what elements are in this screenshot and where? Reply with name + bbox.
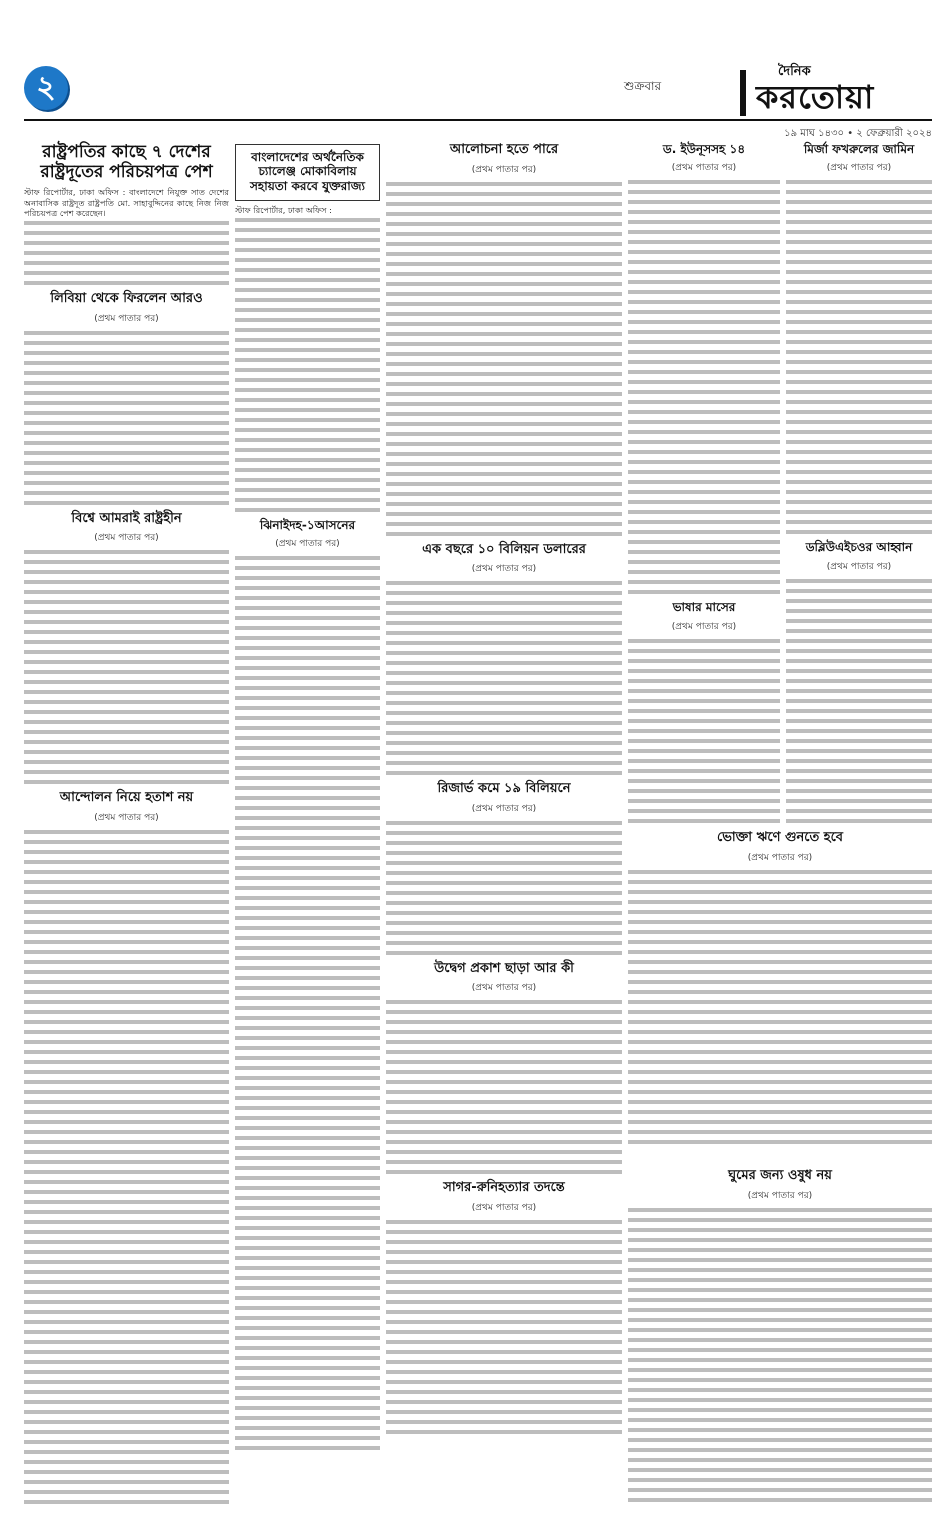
sub-17: (প্রথম পাতার পর) — [747, 1190, 813, 1201]
box-5 — [235, 144, 380, 201]
headline-2: লিবিয়া থেকে ফিরলেন আরও — [50, 291, 203, 307]
body-6 — [235, 554, 380, 1454]
headline-5: বাংলাদেশের অর্থনৈতিক চ্যালেঞ্জ মোকাবিলায় সহায়তা করবে যুক্তরাজ্য — [250, 150, 365, 193]
body-2 — [24, 329, 229, 509]
headline-14: মির্জা ফখরুলের জামিন — [803, 142, 915, 156]
column-2 — [235, 140, 380, 1510]
sub-8: (প্রথম পাতার পর) — [471, 564, 537, 575]
dateline: ১৯ মাঘ ১৪৩০ • ২ ফেব্রুয়ারী ২০২৪ — [784, 128, 932, 139]
body-14 — [786, 178, 932, 538]
byline-5: স্টাফ রিপোর্টার, ঢাকা অফিস : — [235, 205, 332, 216]
body-8 — [386, 579, 622, 779]
newspaper-logo — [692, 64, 932, 116]
headline-12: ড. ইউনূসসহ ১৪ — [662, 142, 746, 156]
headline-8: এক বছরে ১০ বিলিয়ন ডলারের — [422, 541, 586, 557]
body-7 — [386, 180, 622, 540]
body-4 — [24, 828, 229, 1510]
body-17 — [628, 1206, 932, 1506]
page-number: ২ — [24, 66, 68, 110]
masthead-rule — [24, 119, 932, 121]
sub-3: (প্রথম পাতার পর) — [94, 533, 159, 544]
body-9 — [386, 819, 622, 959]
body-15 — [786, 577, 932, 837]
sub-6: (প্রথম পাতার পর) — [275, 539, 340, 550]
headline-13: ভাষার মাসের — [672, 600, 736, 615]
logo-small: দৈনিক — [778, 64, 811, 79]
sub-13: (প্রথম পাতার পর) — [671, 621, 737, 632]
headline-11: সাগর-রুনিহত্যার তদন্তে — [443, 1180, 565, 1196]
sub-10: (প্রথম পাতার পর) — [471, 983, 537, 994]
sub-7: (প্রথম পাতার পর) — [471, 164, 537, 175]
sub-12: (প্রথম পাতার পর) — [671, 163, 737, 174]
section-16 — [628, 828, 932, 1158]
masthead — [0, 0, 945, 139]
headline-10: উদ্বেগ প্রকাশ ছাড়া আর কী — [434, 960, 574, 976]
headline-3: বিশ্বে আমরাই রাষ্ট্রহীন — [71, 510, 182, 526]
logo-bar — [740, 70, 746, 116]
byline-1: স্টাফ রিপোর্টার, ঢাকা অফিস : বাংলাদেশে নিযুক্ত সাত দেশের অনাবাসিক রাষ্ট্রদূত রাষ্ট্রপতি মো. সাহাবুদ্দিনের কাছে নিজ নিজ পরিচয়পত্র পেশ করেছেন। — [24, 186, 229, 219]
headline-9: রিজার্ভ কমে ১৯ বিলিয়নে — [437, 781, 571, 797]
section-17 — [628, 1166, 932, 1510]
sub-2: (প্রথম পাতার পর) — [94, 313, 159, 324]
body-10 — [386, 998, 622, 1178]
headline-4: আন্দোলন নিয়ে হতাশ নয় — [59, 790, 194, 806]
body-5 — [235, 216, 380, 516]
headline-7: আলোচনা হতে পারে — [449, 142, 559, 157]
body-1 — [24, 219, 229, 289]
headline-15: ডব্লিউএইচওর আহ্বান — [805, 540, 913, 555]
column-1 — [24, 140, 229, 1510]
sub-4: (প্রথম পাতার পর) — [94, 813, 159, 824]
headline-17: ঘুমের জন্য ওষুধ নয় — [728, 1168, 832, 1183]
headline-16: ভোক্তা ঋণে গুনতে হবে — [716, 830, 844, 845]
column-3 — [386, 140, 622, 1510]
headline-6: ঝিনাইদহ-১আসনের — [259, 518, 356, 532]
sub-9: (প্রথম পাতার পর) — [471, 803, 537, 814]
logo-name: করতোয়া — [756, 78, 875, 116]
body-16 — [628, 868, 932, 1148]
sub-11: (প্রথম পাতার পর) — [471, 1202, 537, 1213]
headline-1: রাষ্ট্রপতির কাছে ৭ দেশের রাষ্ট্রদূতের পরিচয়পত্র পেশ — [40, 142, 213, 183]
body-11 — [386, 1218, 622, 1438]
day-name: শুক্রবার — [624, 79, 662, 93]
sub-14: (প্রথম পাতার পর) — [826, 163, 892, 174]
sub-15: (প্রথম পাতার পর) — [826, 561, 892, 572]
body-3 — [24, 548, 229, 788]
body-12 — [628, 178, 780, 598]
sub-16: (প্রথম পাতার পর) — [747, 852, 813, 863]
